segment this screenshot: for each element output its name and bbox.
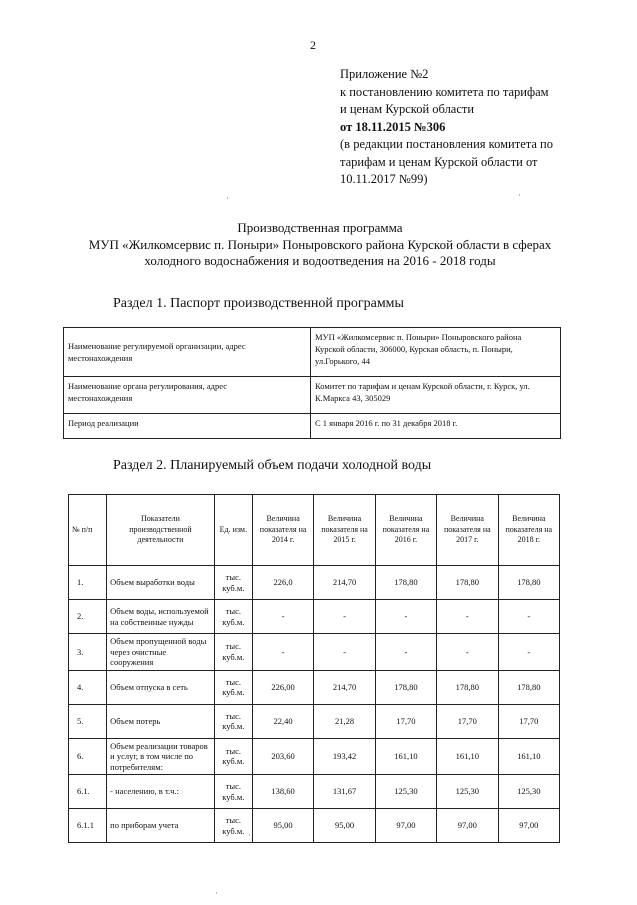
cell-v2017: 17,70 [437, 704, 498, 738]
cell-num: 5. [69, 704, 107, 738]
scan-speck: · [215, 888, 218, 898]
header-2017: Величина показателя на 2017 г. [437, 495, 498, 566]
cell-v2014: - [252, 600, 313, 634]
cell-name: Объем реализации товаров и услуг, в том числе по потребителям: [107, 738, 215, 775]
passport-label: Наименование органа регулирования, адрес местонахождения [64, 377, 311, 414]
table-body [69, 566, 560, 843]
cell-unit: тыс. куб.м. [214, 738, 252, 775]
appendix-line: и ценам Курской области [340, 102, 475, 116]
table-row [64, 414, 561, 439]
cell-unit: тыс. куб.м. [214, 775, 252, 809]
table-header-row [69, 495, 560, 566]
cell-v2015: 95,00 [314, 809, 375, 843]
cell-v2014: 138,60 [252, 775, 313, 809]
cell-unit: тыс. куб.м. [214, 600, 252, 634]
cell-v2018: - [498, 600, 559, 634]
table-row [64, 377, 561, 414]
cell-v2016: - [375, 634, 436, 671]
appendix-line: (в редакции постановления комитета по [340, 137, 553, 151]
cell-v2015: 214,70 [314, 566, 375, 600]
table-row [69, 566, 560, 600]
cell-v2017: 178,80 [437, 670, 498, 704]
cell-v2016: 125,30 [375, 775, 436, 809]
header-2015: Величина показателя на 2015 г. [314, 495, 375, 566]
cell-v2017: 178,80 [437, 566, 498, 600]
cell-num: 4. [69, 670, 107, 704]
cell-v2018: - [498, 634, 559, 671]
passport-value: МУП «Жилкомсервис п. Поныри» Поныровского района Курской области, 306000, Курская область, п. Поныри, ул.Горького, 44 [311, 328, 561, 377]
title-line: Производственная программа [237, 220, 403, 235]
appendix-line: 10.11.2017 №99) [340, 172, 428, 186]
water-volume-table [68, 494, 560, 843]
header-num: № п/п [69, 495, 107, 566]
cell-v2017: 161,10 [437, 738, 498, 775]
cell-unit: тыс. куб.м. [214, 809, 252, 843]
table-row [69, 634, 560, 671]
cell-name: Объем потерь [107, 704, 215, 738]
appendix-date-line: от 18.11.2015 №306 [340, 119, 446, 134]
section1-heading: Раздел 1. Паспорт производственной программы [113, 296, 404, 311]
cell-v2018: 125,30 [498, 775, 559, 809]
cell-v2015: 214,70 [314, 670, 375, 704]
cell-v2014: 22,40 [252, 704, 313, 738]
cell-v2015: 193,42 [314, 738, 375, 775]
cell-v2018: 178,80 [498, 566, 559, 600]
cell-unit: тыс. куб.м. [214, 566, 252, 600]
header-2014: Величина показателя на 2014 г. [252, 495, 313, 566]
header-2018: Величина показателя на 2018 г. [498, 495, 559, 566]
title-line: МУП «Жилкомсервис п. Поныри» Поныровского района Курской области в сферах [88, 236, 552, 252]
cell-v2014: - [252, 634, 313, 671]
cell-name: Объем воды, используемой на собственные нужды [107, 600, 215, 634]
cell-v2016: 17,70 [375, 704, 436, 738]
cell-v2016: 178,80 [375, 670, 436, 704]
passport-table [63, 327, 561, 439]
section2-heading: Раздел 2. Планируемый объем подачи холодной воды [113, 458, 432, 473]
cell-v2016: 97,00 [375, 809, 436, 843]
cell-v2014: 226,0 [252, 566, 313, 600]
cell-v2014: 203,60 [252, 738, 313, 775]
scan-speck: · [518, 190, 521, 200]
title-line: холодного водоснабжения и водоотведения на 2016 - 2018 годы [144, 253, 496, 268]
cell-name: по приборам учета [107, 809, 215, 843]
cell-v2015: 131,67 [314, 775, 375, 809]
cell-num: 2. [69, 600, 107, 634]
cell-num: 1. [69, 566, 107, 600]
cell-name: Объем отпуска в сеть [107, 670, 215, 704]
passport-label: Наименование регулируемой организации, адрес местонахождения [64, 328, 311, 377]
cell-num: 6.1. [69, 775, 107, 809]
appendix-block [340, 66, 580, 189]
page-number: 2 [310, 38, 316, 52]
cell-num: 6. [69, 738, 107, 775]
cell-v2016: 161,10 [375, 738, 436, 775]
cell-v2018: 17,70 [498, 704, 559, 738]
cell-v2017: 125,30 [437, 775, 498, 809]
cell-num: 3. [69, 634, 107, 671]
cell-unit: тыс. куб.м. [214, 704, 252, 738]
cell-v2016: - [375, 600, 436, 634]
cell-v2017: - [437, 600, 498, 634]
cell-v2015: - [314, 600, 375, 634]
cell-num: 6.1.1 [69, 809, 107, 843]
cell-unit: тыс. куб.м. [214, 634, 252, 671]
table-row [69, 775, 560, 809]
table-row [64, 328, 561, 377]
cell-v2015: 21,28 [314, 704, 375, 738]
appendix-line: тарифам и ценам Курской области от [340, 154, 538, 169]
cell-v2017: - [437, 634, 498, 671]
table-row [69, 704, 560, 738]
document-title [50, 220, 590, 270]
table-row [69, 670, 560, 704]
cell-v2017: 97,00 [437, 809, 498, 843]
cell-name: - населению, в т.ч.: [107, 775, 215, 809]
scan-speck: · [226, 193, 229, 203]
scan-speck: · [248, 830, 251, 840]
cell-v2014: 95,00 [252, 809, 313, 843]
cell-v2018: 161,10 [498, 738, 559, 775]
cell-v2014: 226,00 [252, 670, 313, 704]
cell-v2018: 97,00 [498, 809, 559, 843]
cell-v2016: 178,80 [375, 566, 436, 600]
cell-v2018: 178,80 [498, 670, 559, 704]
table-row [69, 600, 560, 634]
header-name: Показатели производственной деятельности [107, 495, 215, 566]
passport-value: С 1 января 2016 г. по 31 декабря 2018 г. [311, 414, 561, 439]
header-2016: Величина показателя на 2016 г. [375, 495, 436, 566]
table-row [69, 809, 560, 843]
cell-unit: тыс. куб.м. [214, 670, 252, 704]
passport-value: Комитет по тарифам и ценам Курской области, г. Курск, ул. К.Маркса 43, 305029 [311, 377, 561, 414]
appendix-line: к постановлению комитета по тарифам [340, 84, 549, 99]
appendix-line: Приложение №2 [340, 67, 429, 81]
cell-name: Объем пропущенной воды через очистные сооружения [107, 634, 215, 671]
table-row [69, 738, 560, 775]
cell-v2015: - [314, 634, 375, 671]
header-unit: Ед. изм. [214, 495, 252, 566]
cell-name: Объем выработки воды [107, 566, 215, 600]
passport-label: Период реализации [64, 414, 311, 439]
